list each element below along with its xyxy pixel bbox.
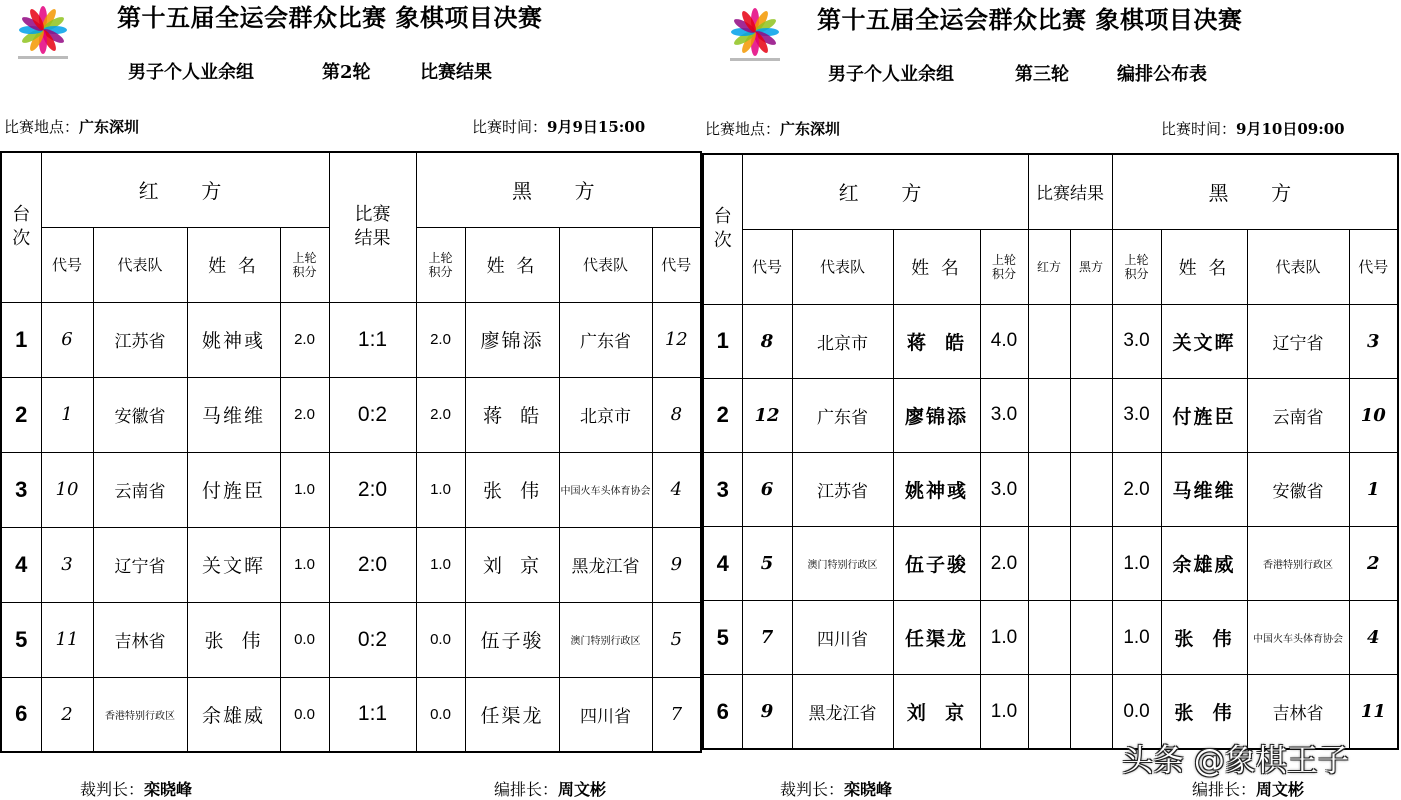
board-number: 4 — [703, 527, 742, 601]
red-name: 关文晖 — [187, 527, 280, 602]
black-name: 伍子骏 — [465, 602, 559, 677]
black-name: 余雄威 — [1161, 527, 1247, 601]
red-side-header: 红 方 — [742, 154, 1028, 229]
games-logo-icon — [726, 6, 784, 66]
black-team: 中国火车头体育协会 — [559, 452, 652, 527]
result-red-cell — [1028, 304, 1070, 378]
red-code: 3 — [41, 527, 93, 602]
red-prev-score: 0.0 — [280, 677, 329, 752]
result-black-cell — [1070, 527, 1112, 601]
black-team: 黑龙江省 — [559, 527, 652, 602]
red-prev-score: 4.0 — [980, 304, 1028, 378]
result-red-cell — [1028, 453, 1070, 527]
table-row — [703, 378, 1398, 452]
red-team: 云南省 — [93, 452, 187, 527]
black-team-header: 代表队 — [559, 227, 652, 302]
black-prev-score: 2.0 — [416, 302, 465, 377]
chief-referee-name: 栾晓峰 — [144, 780, 193, 799]
red-name: 廖锦添 — [893, 378, 980, 452]
red-name-header: 姓 名 — [893, 229, 980, 304]
table-row — [703, 527, 1398, 601]
red-code: 12 — [742, 378, 792, 452]
black-team: 云南省 — [1247, 378, 1349, 452]
chief-referee-label: 裁判长： — [80, 780, 145, 799]
watermark: 头条 @象棋王子 — [1122, 743, 1349, 779]
chief-arranger-name: 周文彬 — [1256, 780, 1305, 799]
black-name: 张 伟 — [1161, 601, 1247, 675]
result-header: 比赛 结果 — [329, 152, 416, 302]
black-prev-score: 1.0 — [1112, 527, 1161, 601]
time-label: 比赛时间： — [1161, 120, 1237, 138]
round-label: 第2轮 — [322, 62, 371, 83]
red-code: 10 — [41, 452, 93, 527]
group-name: 男子个人业余组 — [828, 64, 954, 85]
red-code: 11 — [41, 602, 93, 677]
table-row — [1, 602, 701, 677]
match-result: 1:1 — [329, 302, 416, 377]
red-team: 广东省 — [792, 378, 893, 452]
black-prev-score-header: 上轮 积分 — [1112, 229, 1161, 304]
red-code: 9 — [742, 675, 792, 749]
red-team-header: 代表队 — [792, 229, 893, 304]
event-title: 第十五届全运会群众比赛 象棋项目决赛 — [117, 3, 543, 32]
black-prev-score: 0.0 — [1112, 675, 1161, 749]
red-name: 余雄威 — [187, 677, 280, 752]
table-row — [1, 377, 701, 452]
venue-label: 比赛地点： — [705, 120, 781, 138]
match-result: 0:2 — [329, 377, 416, 452]
chief-arranger — [1192, 777, 1304, 800]
red-prev-score: 1.0 — [280, 452, 329, 527]
red-name: 姚神彧 — [187, 302, 280, 377]
result-black-cell — [1070, 675, 1112, 749]
black-team: 中国火车头体育协会 — [1247, 601, 1349, 675]
black-code-header: 代号 — [1349, 229, 1398, 304]
table-row — [1, 677, 701, 752]
black-code: 4 — [1349, 601, 1398, 675]
venue-value: 广东深圳 — [780, 120, 841, 138]
match-result: 2:0 — [329, 527, 416, 602]
table-row — [703, 453, 1398, 527]
red-name: 付旌臣 — [187, 452, 280, 527]
board-number: 1 — [703, 304, 742, 378]
red-name-header: 姓 名 — [187, 227, 280, 302]
black-name: 廖锦添 — [465, 302, 559, 377]
black-prev-score: 3.0 — [1112, 304, 1161, 378]
black-code: 2 — [1349, 527, 1398, 601]
table-row — [1, 452, 701, 527]
black-prev-score: 0.0 — [416, 602, 465, 677]
black-team: 安徽省 — [1247, 453, 1349, 527]
black-code: 12 — [652, 302, 701, 377]
venue-row — [4, 116, 139, 137]
black-prev-score: 0.0 — [416, 677, 465, 752]
red-code: 5 — [742, 527, 792, 601]
red-name: 姚神彧 — [893, 453, 980, 527]
red-prev-score: 0.0 — [280, 602, 329, 677]
red-name: 刘 京 — [893, 675, 980, 749]
venue-row — [705, 118, 840, 139]
results-sheet-round2 — [0, 0, 702, 798]
black-name: 蒋 皓 — [465, 377, 559, 452]
red-code: 2 — [41, 677, 93, 752]
black-prev-score: 1.0 — [416, 452, 465, 527]
result-red-header: 红方 — [1028, 229, 1070, 304]
pairings-table — [702, 153, 1399, 750]
black-team-header: 代表队 — [1247, 229, 1349, 304]
chief-referee — [780, 777, 892, 800]
results-table — [0, 151, 702, 753]
result-black-cell — [1070, 304, 1112, 378]
group-name: 男子个人业余组 — [128, 62, 254, 83]
black-prev-score-header: 上轮 积分 — [416, 227, 465, 302]
black-name-header: 姓 名 — [1161, 229, 1247, 304]
match-result: 1:1 — [329, 677, 416, 752]
black-name: 张 伟 — [1161, 675, 1247, 749]
red-code: 6 — [41, 302, 93, 377]
document-type: 编排公布表 — [1117, 64, 1207, 85]
time-value: 9月10日09:00 — [1236, 120, 1345, 138]
black-team: 香港特别行政区 — [1247, 527, 1349, 601]
table-row — [703, 304, 1398, 378]
black-name: 张 伟 — [465, 452, 559, 527]
time-row — [1161, 118, 1345, 139]
black-code: 7 — [652, 677, 701, 752]
event-title: 第十五届全运会群众比赛 象棋项目决赛 — [817, 5, 1243, 34]
black-prev-score: 3.0 — [1112, 378, 1161, 452]
black-code: 4 — [652, 452, 701, 527]
red-team: 辽宁省 — [93, 527, 187, 602]
red-team: 吉林省 — [93, 602, 187, 677]
match-result: 2:0 — [329, 452, 416, 527]
black-code: 8 — [652, 377, 701, 452]
red-prev-score: 1.0 — [280, 527, 329, 602]
red-name: 伍子骏 — [893, 527, 980, 601]
red-team: 黑龙江省 — [792, 675, 893, 749]
red-prev-score-header: 上轮 积分 — [980, 229, 1028, 304]
round-label: 第三轮 — [1015, 64, 1069, 85]
black-name: 关文晖 — [1161, 304, 1247, 378]
red-prev-score: 3.0 — [980, 453, 1028, 527]
board-header: 台 次 — [703, 154, 742, 304]
black-team: 澳门特别行政区 — [559, 602, 652, 677]
result-black-header: 黑方 — [1070, 229, 1112, 304]
black-code: 10 — [1349, 378, 1398, 452]
table-row — [1, 527, 701, 602]
board-number: 2 — [1, 377, 41, 452]
board-number: 5 — [703, 601, 742, 675]
match-result: 0:2 — [329, 602, 416, 677]
time-value: 9月9日15:00 — [547, 118, 646, 136]
black-prev-score: 2.0 — [416, 377, 465, 452]
red-prev-score: 2.0 — [280, 302, 329, 377]
board-number: 6 — [703, 675, 742, 749]
result-red-cell — [1028, 675, 1070, 749]
black-side-header: 黑 方 — [1112, 154, 1398, 229]
time-label: 比赛时间： — [472, 118, 548, 136]
red-team: 安徽省 — [93, 377, 187, 452]
board-number: 6 — [1, 677, 41, 752]
document-type: 比赛结果 — [420, 62, 492, 83]
board-number: 1 — [1, 302, 41, 377]
red-team: 四川省 — [792, 601, 893, 675]
black-prev-score: 2.0 — [1112, 453, 1161, 527]
chief-referee-name: 栾晓峰 — [844, 780, 893, 799]
black-name: 任渠龙 — [465, 677, 559, 752]
result-header: 比赛结果 — [1028, 154, 1112, 229]
result-red-cell — [1028, 527, 1070, 601]
red-prev-score: 2.0 — [280, 377, 329, 452]
board-number: 2 — [703, 378, 742, 452]
black-side-header: 黑 方 — [416, 152, 701, 227]
result-black-cell — [1070, 601, 1112, 675]
red-code: 8 — [742, 304, 792, 378]
black-code: 1 — [1349, 453, 1398, 527]
red-prev-score: 3.0 — [980, 378, 1028, 452]
black-name: 马维维 — [1161, 453, 1247, 527]
chief-referee-label: 裁判长： — [780, 780, 845, 799]
black-team: 四川省 — [559, 677, 652, 752]
red-code-header: 代号 — [742, 229, 792, 304]
red-team: 澳门特别行政区 — [792, 527, 893, 601]
black-team: 广东省 — [559, 302, 652, 377]
red-code: 7 — [742, 601, 792, 675]
red-prev-score: 2.0 — [980, 527, 1028, 601]
black-name: 刘 京 — [465, 527, 559, 602]
red-code: 6 — [742, 453, 792, 527]
chief-arranger-label: 编排长： — [494, 780, 559, 799]
black-code: 5 — [652, 602, 701, 677]
result-red-cell — [1028, 378, 1070, 452]
red-name: 马维维 — [187, 377, 280, 452]
red-prev-score: 1.0 — [980, 601, 1028, 675]
red-code: 1 — [41, 377, 93, 452]
venue-value: 广东深圳 — [79, 118, 140, 136]
chief-arranger-label: 编排长： — [1192, 780, 1257, 799]
red-name: 蒋 皓 — [893, 304, 980, 378]
black-name: 付旌臣 — [1161, 378, 1247, 452]
black-team: 吉林省 — [1247, 675, 1349, 749]
black-code: 11 — [1349, 675, 1398, 749]
result-black-cell — [1070, 378, 1112, 452]
board-number: 3 — [1, 452, 41, 527]
board-number: 5 — [1, 602, 41, 677]
black-team: 北京市 — [559, 377, 652, 452]
board-number: 4 — [1, 527, 41, 602]
red-team: 北京市 — [792, 304, 893, 378]
board-number: 3 — [703, 453, 742, 527]
venue-label: 比赛地点： — [4, 118, 80, 136]
red-team: 江苏省 — [792, 453, 893, 527]
red-team-header: 代表队 — [93, 227, 187, 302]
red-name: 任渠龙 — [893, 601, 980, 675]
red-prev-score: 1.0 — [980, 675, 1028, 749]
black-prev-score: 1.0 — [1112, 601, 1161, 675]
chief-arranger — [494, 777, 606, 800]
black-code: 3 — [1349, 304, 1398, 378]
result-black-cell — [1070, 453, 1112, 527]
table-row — [703, 601, 1398, 675]
black-prev-score: 1.0 — [416, 527, 465, 602]
red-side-header: 红 方 — [41, 152, 329, 227]
red-team: 香港特别行政区 — [93, 677, 187, 752]
black-team: 辽宁省 — [1247, 304, 1349, 378]
chief-referee — [80, 777, 192, 800]
board-header: 台 次 — [1, 152, 41, 302]
black-code-header: 代号 — [652, 227, 701, 302]
black-code: 9 — [652, 527, 701, 602]
red-team: 江苏省 — [93, 302, 187, 377]
result-red-cell — [1028, 601, 1070, 675]
red-prev-score-header: 上轮 积分 — [280, 227, 329, 302]
red-name: 张 伟 — [187, 602, 280, 677]
black-name-header: 姓 名 — [465, 227, 559, 302]
table-row — [1, 302, 701, 377]
time-row — [472, 116, 645, 137]
pairings-sheet-round3 — [702, 0, 1401, 798]
red-code-header: 代号 — [41, 227, 93, 302]
chief-arranger-name: 周文彬 — [558, 780, 607, 799]
games-logo-icon — [14, 4, 72, 64]
